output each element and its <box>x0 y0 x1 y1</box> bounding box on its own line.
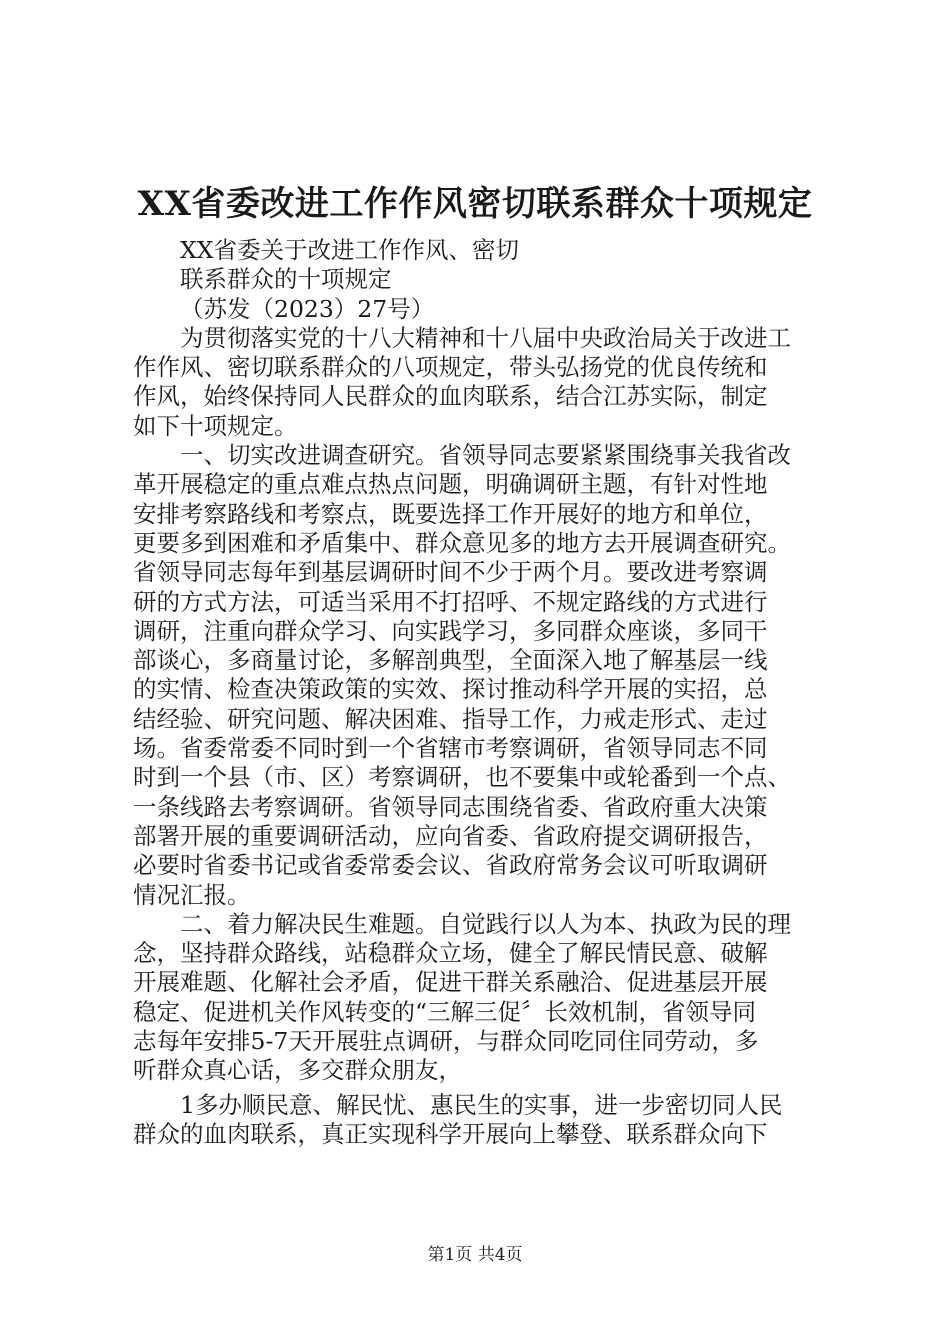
body-line: 革开展稳定的重点难点热点问题，明确调研主题，有针对性地 <box>133 470 768 499</box>
body-line: 一条线路去考察调研。省领导同志围绕省委、省政府重大决策 <box>133 792 768 821</box>
body-line: 研的方式方法，可适当采用不打招呼、不规定路线的方式进行 <box>133 587 768 616</box>
body-line: 一、切实改进调查研究。省领导同志要紧紧围绕事关我省改 <box>180 441 791 470</box>
body-line: 为贯彻落实党的十八大精神和十八届中央政治局关于改进工 <box>180 323 791 352</box>
document-number: （苏发（2023）27号） <box>180 294 435 323</box>
body-line: 结经验、研究问题、解决困难、指导工作，力戒走形式、走过 <box>133 704 768 733</box>
subtitle-line: 联系群众的十项规定 <box>180 265 392 294</box>
document-body <box>133 236 833 1149</box>
body-line: 二、着力解决民生难题。自觉践行以人为本、执政为民的理 <box>180 909 791 938</box>
body-line: 听群众真心话，多交群众朋友， <box>133 1056 462 1085</box>
body-line: 作作风、密切联系群众的八项规定，带头弘扬党的优良传统和 <box>133 353 768 382</box>
body-line: 部谈心，多商量讨论，多解剖典型，全面深入地了解基层一线 <box>133 646 768 675</box>
body-line: 情况汇报。 <box>133 880 251 909</box>
body-line: 如下十项规定。 <box>133 411 298 440</box>
body-line: 念，坚持群众路线，站稳群众立场，健全了解民情民意、破解 <box>133 939 768 968</box>
body-line: 群众的血肉联系，真正实现科学开展向上攀登、联系群众向下 <box>133 1119 768 1148</box>
body-line: 调研，注重向群众学习、向实践学习，多同群众座谈，多同干 <box>133 616 768 645</box>
body-line: 部署开展的重要调研活动，应向省委、省政府提交调研报告， <box>133 821 768 850</box>
body-line: 省领导同志每年到基层调研时间不少于两个月。要改进考察调 <box>133 558 768 587</box>
body-line: 志每年安排5-7天开展驻点调研，与群众同吃同住同劳动，多 <box>133 1027 759 1056</box>
subtitle-line: XX省委关于改进工作作风、密切 <box>180 236 519 264</box>
body-line: 开展难题、化解社会矛盾，促进干群关系融洽、促进基层开展 <box>133 968 768 997</box>
body-line: 更要多到困难和矛盾集中、群众意见多的地方去开展调查研究。 <box>133 528 791 557</box>
body-line: 稳定、促进机关作风转变的“三解三促〞长效机制，省领导同 <box>133 997 757 1026</box>
body-line: 场。省委常委不同时到一个省辖市考察调研，省领导同志不同 <box>133 734 768 763</box>
document-title: XX省委改进工作作风密切联系群众十项规定 <box>137 184 813 224</box>
body-line: 作风，始终保持同人民群众的血肉联系，结合江苏实际，制定 <box>133 382 768 411</box>
body-line: 的实情、检查决策政策的实效、探讨推动科学开展的实招，总 <box>133 675 768 704</box>
body-line: 1多办顺民意、解民忧、惠民生的实事，进一步密切同人民 <box>180 1090 783 1119</box>
body-line: 安排考察路线和考察点，既要选择工作开展好的地方和单位， <box>133 499 768 528</box>
body-line: 必要时省委书记或省委常委会议、省政府常务会议可听取调研 <box>133 851 768 880</box>
page-footer: 第1页 共4页 <box>427 1245 523 1265</box>
body-line: 时到一个县（市、区）考察调研，也不要集中或轮番到一个点、 <box>133 763 791 792</box>
